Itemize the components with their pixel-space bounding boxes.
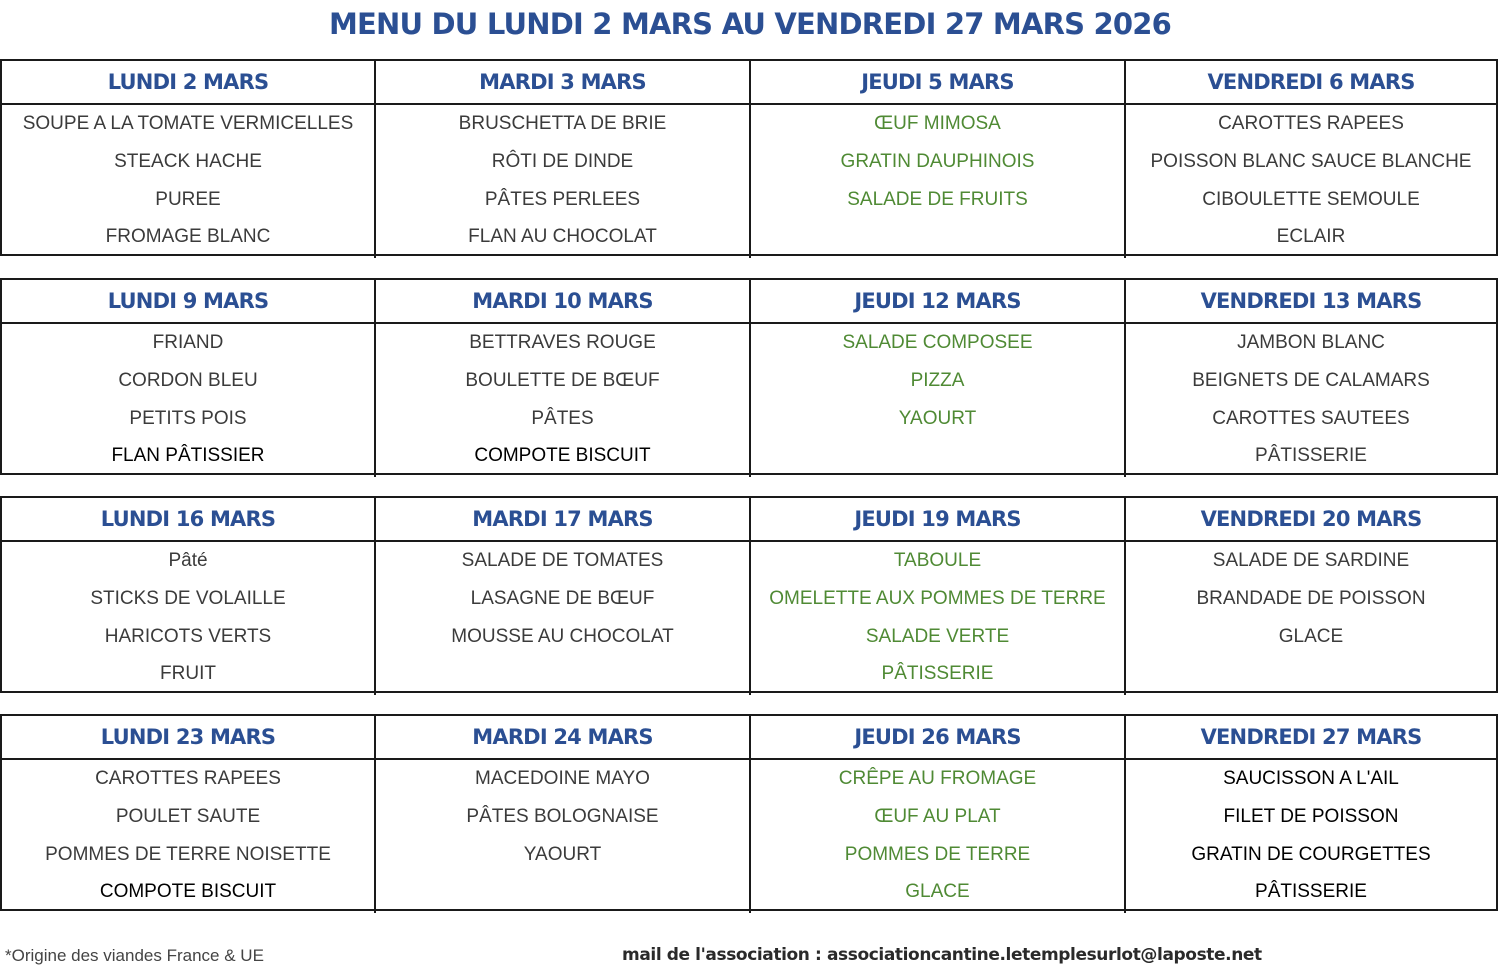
dish-item: PÂTES PERLEES bbox=[484, 188, 641, 210]
dish-item: PÂTES bbox=[531, 407, 594, 429]
day-menu bbox=[1126, 760, 1496, 913]
day-heading: LUNDI 2 MARS bbox=[2, 61, 376, 105]
dish-item: SOUPE A LA TOMATE VERMICELLES bbox=[22, 113, 354, 134]
dish-item: GRATIN DAUPHINOIS bbox=[840, 150, 1035, 172]
day-heading: JEUDI 26 MARS bbox=[751, 716, 1126, 760]
day-menu bbox=[376, 105, 751, 258]
dish-item: CIBOULETTE SEMOULE bbox=[1202, 188, 1420, 210]
dish-item: PIZZA bbox=[910, 369, 965, 391]
dish-item: BETTRAVES ROUGE bbox=[469, 332, 656, 353]
day-heading: LUNDI 23 MARS bbox=[2, 716, 376, 760]
day-menu bbox=[1126, 105, 1496, 258]
day-heading: JEUDI 12 MARS bbox=[751, 280, 1126, 324]
day-menu bbox=[1126, 324, 1496, 477]
dish-item: SALADE DE FRUITS bbox=[847, 188, 1028, 210]
dish-item: POULET SAUTE bbox=[115, 805, 261, 827]
dish-item: FROMAGE BLANC bbox=[105, 226, 271, 248]
dish-item: POMMES DE TERRE NOISETTE bbox=[45, 843, 331, 865]
dish-item: STEACK HACHE bbox=[114, 150, 262, 172]
dish-item: PÂTISSERIE bbox=[1255, 445, 1367, 467]
day-menu bbox=[751, 760, 1126, 913]
dish-item: GRATIN DE COURGETTES bbox=[1191, 843, 1431, 865]
dish-item: GLACE bbox=[905, 881, 970, 903]
dish-item: BRUSCHETTA DE BRIE bbox=[458, 113, 667, 134]
dish-item: PUREE bbox=[155, 188, 221, 210]
dish-item: FRIAND bbox=[152, 332, 224, 353]
day-heading: MARDI 24 MARS bbox=[376, 716, 751, 760]
day-menu bbox=[751, 324, 1126, 477]
dish-item: FRUIT bbox=[160, 663, 216, 685]
dish-item: LASAGNE DE BŒUF bbox=[470, 587, 655, 609]
dish-item: CRÊPE AU FROMAGE bbox=[838, 768, 1037, 789]
dish-item: GLACE bbox=[1278, 625, 1344, 647]
week-table bbox=[0, 278, 1498, 475]
dish-item: HARICOTS VERTS bbox=[104, 625, 272, 647]
dish-item: CAROTTES SAUTEES bbox=[1212, 407, 1410, 429]
dish-item: SALADE VERTE bbox=[865, 625, 1010, 647]
dish-item: FILET DE POISSON bbox=[1223, 805, 1399, 827]
dish-item: ŒUF AU PLAT bbox=[874, 805, 1001, 827]
dish-item: OMELETTE AUX POMMES DE TERRE bbox=[769, 587, 1106, 609]
day-menu bbox=[376, 542, 751, 695]
dish-item: PÂTISSERIE bbox=[881, 663, 994, 685]
day-menu bbox=[2, 760, 376, 913]
dish-item: PÂTISSERIE bbox=[1255, 881, 1367, 903]
week-table bbox=[0, 59, 1498, 256]
day-menu bbox=[751, 542, 1126, 695]
dish-item: TABOULE bbox=[893, 550, 982, 571]
day-menu bbox=[2, 542, 376, 695]
day-menu bbox=[376, 324, 751, 477]
dish-item: COMPOTE BISCUIT bbox=[474, 445, 651, 467]
day-heading: VENDREDI 27 MARS bbox=[1126, 716, 1496, 760]
day-menu bbox=[2, 105, 376, 258]
dish-item: RÔTI DE DINDE bbox=[491, 150, 634, 172]
day-heading: VENDREDI 20 MARS bbox=[1126, 498, 1496, 542]
dish-item: FLAN AU CHOCOLAT bbox=[468, 226, 657, 248]
dish-item: CAROTTES RAPEES bbox=[1218, 113, 1404, 134]
dish-item: ŒUF MIMOSA bbox=[874, 113, 1001, 134]
dish-item: MACEDOINE MAYO bbox=[475, 768, 650, 789]
dish-item: FLAN PÂTISSIER bbox=[111, 445, 265, 467]
day-heading: JEUDI 5 MARS bbox=[751, 61, 1126, 105]
dish-item: JAMBON BLANC bbox=[1237, 332, 1385, 353]
dish-item: CORDON BLEU bbox=[118, 369, 258, 391]
day-heading: MARDI 17 MARS bbox=[376, 498, 751, 542]
dish-item: SALADE COMPOSEE bbox=[842, 332, 1033, 353]
day-menu bbox=[2, 324, 376, 477]
dish-item: BRANDADE DE POISSON bbox=[1196, 587, 1426, 609]
association-contact: mail de l'association : associationcantine.letemplesurlot@laposte.net bbox=[622, 945, 1262, 965]
day-heading: MARDI 10 MARS bbox=[376, 280, 751, 324]
dish-item: Pâté bbox=[168, 550, 208, 571]
dish-item: MOUSSE AU CHOCOLAT bbox=[451, 625, 674, 647]
dish-item: ECLAIR bbox=[1276, 226, 1346, 248]
day-menu bbox=[751, 105, 1126, 258]
day-heading: VENDREDI 6 MARS bbox=[1126, 61, 1496, 105]
dish-item: SALADE DE TOMATES bbox=[461, 550, 664, 571]
dish-item: BEIGNETS DE CALAMARS bbox=[1192, 369, 1430, 391]
day-heading: VENDREDI 13 MARS bbox=[1126, 280, 1496, 324]
dish-item: YAOURT bbox=[898, 407, 977, 429]
dish-item: COMPOTE BISCUIT bbox=[99, 881, 277, 903]
dish-item: PETITS POIS bbox=[129, 407, 247, 429]
meat-origin-note: *Origine des viandes France & UE bbox=[5, 946, 264, 965]
week-table bbox=[0, 714, 1498, 911]
day-menu bbox=[1126, 542, 1496, 695]
day-heading: LUNDI 16 MARS bbox=[2, 498, 376, 542]
dish-item: PÂTES BOLOGNAISE bbox=[466, 805, 659, 827]
dish-item: SAUCISSON A L'AIL bbox=[1223, 768, 1399, 789]
day-heading: LUNDI 9 MARS bbox=[2, 280, 376, 324]
week-table bbox=[0, 496, 1498, 693]
dish-item: POMMES DE TERRE bbox=[844, 843, 1031, 865]
dish-item: SALADE DE SARDINE bbox=[1212, 550, 1410, 571]
day-menu bbox=[376, 760, 751, 913]
day-heading: MARDI 3 MARS bbox=[376, 61, 751, 105]
day-heading: JEUDI 19 MARS bbox=[751, 498, 1126, 542]
page-title: MENU DU LUNDI 2 MARS AU VENDREDI 27 MARS 2026 bbox=[328, 7, 1172, 41]
dish-item: YAOURT bbox=[523, 843, 602, 865]
dish-item: STICKS DE VOLAILLE bbox=[90, 587, 286, 609]
dish-item: CAROTTES RAPEES bbox=[95, 768, 281, 789]
dish-item: POISSON BLANC SAUCE BLANCHE bbox=[1150, 150, 1472, 172]
dish-item: BOULETTE DE BŒUF bbox=[465, 369, 660, 391]
